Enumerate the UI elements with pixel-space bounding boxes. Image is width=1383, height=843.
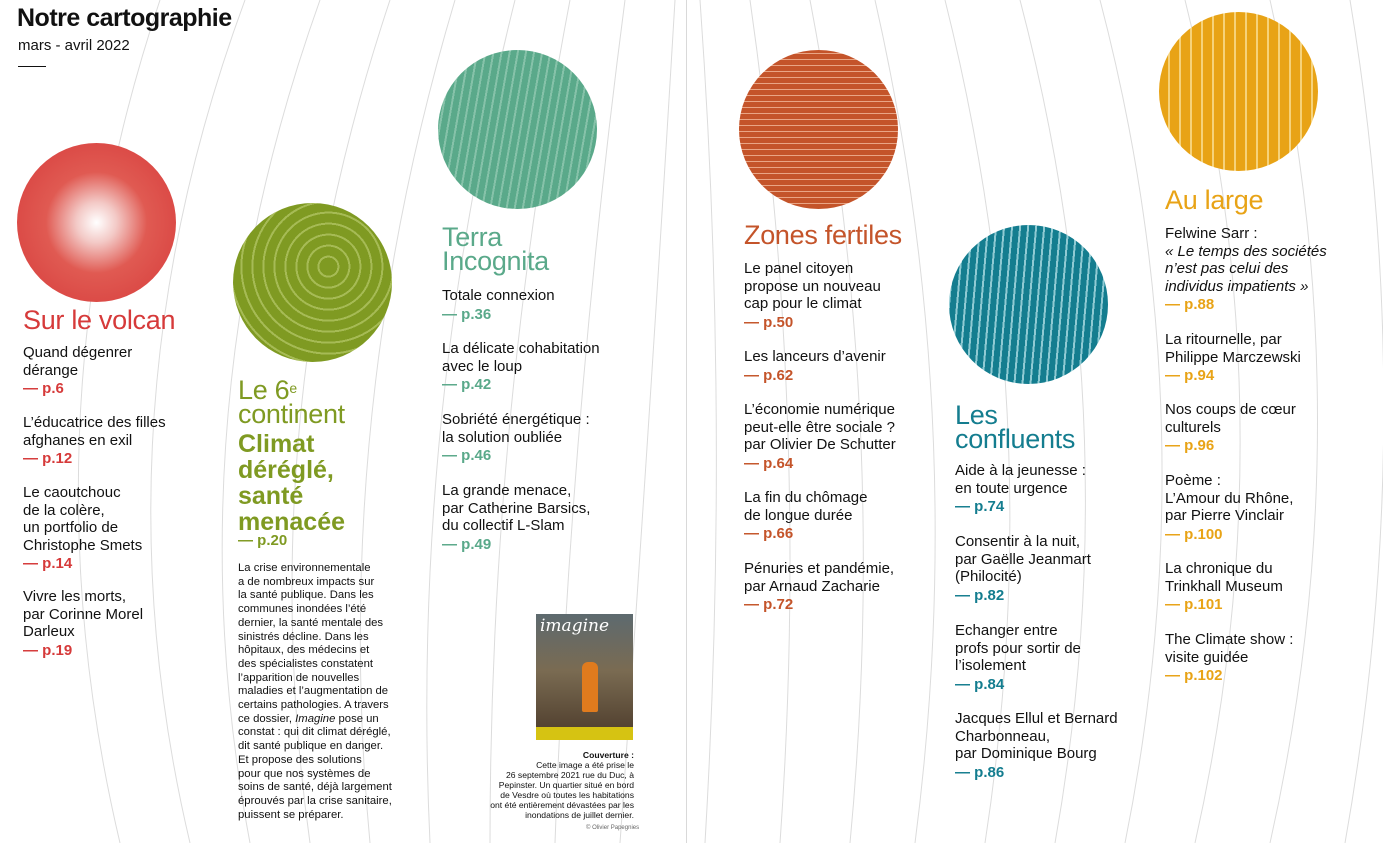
- toc-item[interactable]: [1165, 331, 1301, 385]
- toc-item[interactable]: [744, 489, 867, 543]
- feature-body: [238, 562, 392, 822]
- toc-item[interactable]: [1165, 225, 1327, 314]
- toc-item[interactable]: [442, 287, 555, 323]
- toc-item-page: — p.94: [1165, 367, 1215, 384]
- toc-item[interactable]: [442, 411, 590, 465]
- toc-item-title: La grande menace, par Catherine Barsics, du collectif L-Slam: [442, 482, 591, 534]
- toc-item-page: — p.88: [1165, 296, 1215, 313]
- toc-item-title: Le panel citoyen propose un nouveau cap pour le climat: [744, 260, 881, 312]
- toc-item-page: — p.82: [955, 586, 1005, 604]
- toc-item-title: L’éducatrice des filles afghanes en exil: [23, 414, 166, 449]
- toc-item-page: — p.42: [442, 376, 492, 393]
- page-fold: [686, 0, 687, 843]
- toc-item-page: — p.62: [744, 366, 794, 384]
- toc-item[interactable]: [442, 482, 590, 553]
- toc-item-title: Quand dégenrer dérange: [23, 344, 133, 379]
- toc-item-page: — p.64: [744, 454, 794, 472]
- page-title: Notre cartographie: [17, 4, 232, 32]
- feature-body-part2: pose un constat : qui dit climat déréglé, dit santé publique en danger. Et propose des solutions pour que nos systèmes de soins de santé, déjà largement éprouvés par la crise sanitaire, puissent se préparer.: [238, 712, 392, 821]
- cover-image: [536, 614, 633, 740]
- continent-title-line2: continent: [238, 399, 345, 429]
- toc-item-page: — p.46: [442, 447, 492, 464]
- cover-figure: [582, 662, 598, 712]
- cover-caption: [460, 750, 634, 820]
- section-title-continent: [238, 375, 345, 429]
- toc-item-page: — p.100: [1165, 525, 1223, 543]
- zones-circle-graphic: [739, 50, 898, 209]
- toc-item-title: Nos coups de cœur culturels: [1165, 401, 1296, 436]
- feature-title[interactable]: Climat déréglé, santé menacée: [238, 430, 346, 536]
- toc-item-page: — p.84: [955, 675, 1005, 693]
- toc-item[interactable]: [23, 484, 142, 573]
- toc-item-page: — p.14: [23, 555, 73, 572]
- toc-item-author: Felwine Sarr :: [1165, 225, 1258, 242]
- cover-band: [536, 727, 633, 740]
- volcan-circle-graphic: [17, 143, 176, 302]
- terra-circle-graphic: [438, 50, 597, 209]
- toc-item[interactable]: [744, 348, 886, 384]
- toc-item-title: Poème : L’Amour du Rhône, par Pierre Vinclair: [1165, 472, 1294, 524]
- issue-date: mars - avril 2022: [18, 37, 130, 54]
- toc-item[interactable]: [955, 622, 1081, 693]
- toc-item-title: Aide à la jeunesse : en toute urgence: [955, 462, 1086, 497]
- toc-item[interactable]: [23, 344, 132, 398]
- toc-item-title: Pénuries et pandémie, par Arnaud Zacharie: [744, 560, 895, 595]
- toc-item[interactable]: [1165, 631, 1293, 685]
- toc-item[interactable]: [1165, 401, 1296, 455]
- toc-item-page: — p.86: [955, 763, 1005, 781]
- toc-item-page: — p.101: [1165, 596, 1223, 613]
- toc-item-title: The Climate show : visite guidée: [1165, 631, 1294, 666]
- section-title-confluents: Les confluents: [955, 400, 1076, 454]
- toc-item[interactable]: [955, 533, 1091, 604]
- toc-item[interactable]: [955, 710, 1118, 781]
- toc-item[interactable]: [744, 260, 881, 331]
- toc-item-title: La délicate cohabitation avec le loup: [442, 340, 600, 375]
- toc-item[interactable]: [442, 340, 600, 394]
- toc-item-page: — p.50: [744, 313, 794, 331]
- toc-item-title: La chronique du Trinkhall Museum: [1165, 560, 1283, 595]
- toc-item[interactable]: [23, 414, 166, 468]
- toc-item[interactable]: [1165, 560, 1283, 614]
- large-circle-graphic: [1159, 12, 1318, 171]
- toc-item-title: Consentir à la nuit, par Gaëlle Jeanmart (Philocité): [955, 533, 1091, 585]
- section-title-zones: Zones fertiles: [744, 220, 902, 250]
- toc-item-title: L’économie numérique peut-elle être sociale ? par Olivier De Schutter: [744, 401, 896, 453]
- toc-item[interactable]: [744, 401, 896, 472]
- toc-item-title: Echanger entre profs pour sortir de l’isolement: [955, 622, 1081, 674]
- toc-item-page: — p.72: [744, 596, 794, 613]
- cover-credit: © Olivier Papegnies: [586, 825, 640, 831]
- toc-item-title: Vivre les morts, par Corinne Morel Darleux: [23, 588, 144, 640]
- toc-item-page: — p.6: [23, 380, 64, 397]
- toc-item-title: Totale connexion: [442, 287, 555, 304]
- toc-item[interactable]: [744, 560, 894, 614]
- toc-item[interactable]: [1165, 472, 1293, 543]
- toc-item-page: — p.49: [442, 535, 492, 553]
- toc-item-quote: « Le temps des sociétés n’est pas celui des individus impatients »: [1165, 242, 1327, 295]
- header-rule: [18, 66, 46, 67]
- confluents-circle-graphic: [949, 225, 1108, 384]
- cover-logo: imagine: [540, 616, 610, 636]
- continent-title-prefix: Le 6: [238, 375, 290, 405]
- toc-item-page: — p.36: [442, 305, 492, 323]
- toc-item-title: Jacques Ellul et Bernard Charbonneau, par Dominique Bourg: [955, 710, 1118, 762]
- section-title-terra: Terra Incognita: [442, 222, 549, 276]
- toc-item-page: — p.74: [955, 498, 1005, 515]
- continent-circle-graphic: [233, 203, 392, 362]
- toc-item-title: La ritournelle, par Philippe Marczewski: [1165, 331, 1301, 366]
- feature-body-part1: La crise environnementale a de nombreux impacts sur la santé publique. Dans les communes inondées l’été dernier, la santé mentale des sinistrés décline. Dans les hôpitaux, des médecins et des spécialistes constatent l’apparition de nouvelles maladies et l’augmentation de certains pathologies. A travers ce dossier,: [238, 562, 389, 725]
- section-title-volcan: Sur le volcan: [23, 305, 176, 335]
- toc-item-title: Sobriété énergétique : la solution oubliée: [442, 411, 590, 446]
- feature-body-magazine: Imagine: [295, 712, 336, 725]
- toc-item-page: — p.66: [744, 525, 794, 542]
- toc-item-page: — p.96: [1165, 437, 1215, 454]
- toc-item-title: La fin du chômage de longue durée: [744, 489, 868, 524]
- toc-item-title: Le caoutchouc de la colère, un portfolio de Christophe Smets: [23, 484, 143, 554]
- toc-item-page: — p.102: [1165, 667, 1223, 684]
- section-title-large: Au large: [1165, 185, 1264, 215]
- toc-item-page: — p.19: [23, 641, 73, 659]
- continent-title-sup: e: [289, 380, 297, 396]
- toc-item-page: — p.12: [23, 450, 73, 467]
- cover-caption-heading: Couverture :: [582, 750, 634, 760]
- cover-caption-text: Cette image a été prise le 26 septembre 2021 rue du Duc, à Pepinster. Un quartier situé en bord de Vesdre où toutes les habitations ont été entièrement dévastées par les inondations de juillet dernier.: [490, 760, 634, 820]
- feature-page[interactable]: — p.20: [238, 532, 288, 549]
- toc-item-title: Les lanceurs d’avenir: [744, 348, 886, 365]
- toc-item[interactable]: [955, 462, 1086, 516]
- toc-item[interactable]: [23, 588, 143, 659]
